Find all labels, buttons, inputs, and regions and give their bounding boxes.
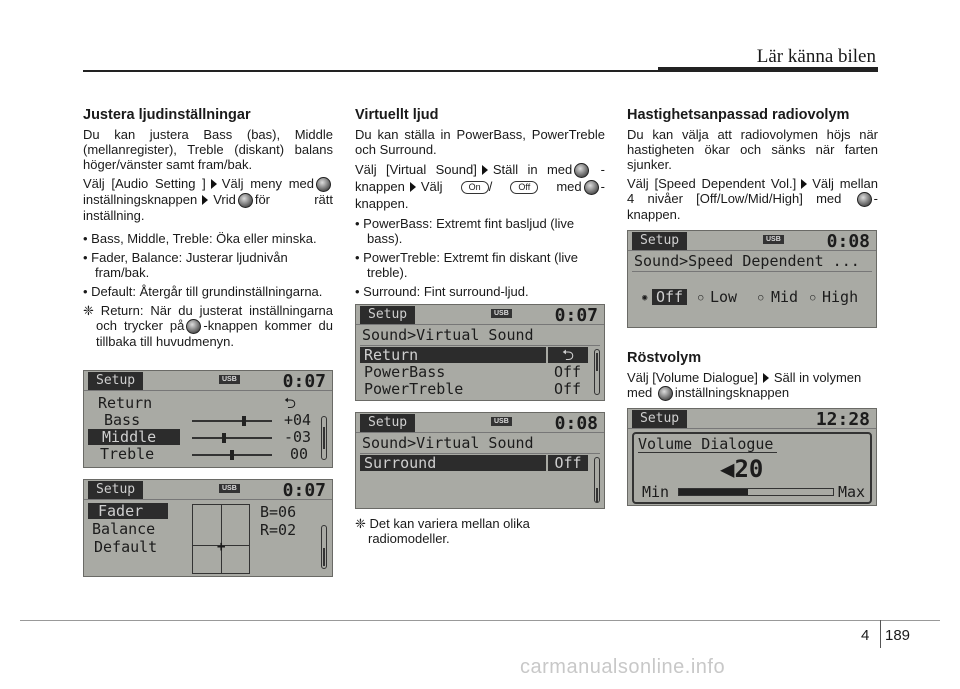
arrow-right-icon bbox=[211, 179, 217, 189]
middle-value: -03 bbox=[284, 428, 312, 446]
paragraph: Du kan ställa in PowerBass, PowerTreble och Surround. bbox=[355, 127, 605, 157]
balance-value: R=02 bbox=[260, 521, 297, 539]
return-icon: ⮌ bbox=[284, 394, 297, 412]
menu-item-fader: Fader bbox=[88, 503, 168, 519]
usb-badge: USB bbox=[219, 375, 240, 384]
volume-bar-fill bbox=[679, 489, 748, 495]
volume-bar bbox=[678, 488, 834, 496]
screen-title: Setup bbox=[360, 414, 415, 432]
menu-item-default: Default bbox=[94, 538, 158, 556]
treble-slider bbox=[192, 454, 272, 456]
treble-value: 00 bbox=[290, 445, 309, 463]
volume-dialog bbox=[632, 432, 872, 504]
bullet-list bbox=[355, 216, 605, 299]
screen-audio-setup bbox=[83, 370, 333, 468]
screen-volume-dialogue bbox=[627, 408, 877, 506]
arrow-right-icon bbox=[202, 195, 208, 205]
usb-badge: USB bbox=[491, 417, 512, 426]
list-item: • PowerTreble: Extremt fin diskant (live treble). bbox=[355, 250, 578, 280]
list-item: • Bass, Middle, Treble: Öka eller minska. bbox=[83, 231, 317, 246]
clock: 0:07 bbox=[554, 305, 598, 326]
heading-audio-settings: Justera ljudinställningar bbox=[83, 107, 251, 123]
knob-icon bbox=[316, 177, 331, 192]
menu-item-treble: Treble bbox=[100, 445, 155, 463]
option-mid: Mid bbox=[771, 288, 799, 306]
list-item: • PowerBass: Extremt fint basljud (live bass). bbox=[355, 216, 575, 246]
knob-icon bbox=[857, 192, 872, 207]
balance-grid bbox=[192, 504, 250, 574]
usb-badge: USB bbox=[219, 484, 240, 493]
column-speed-volume bbox=[627, 108, 878, 226]
screen-title: Setup bbox=[632, 410, 687, 428]
volume-max-label: Max bbox=[838, 483, 866, 501]
arrow-right-icon bbox=[801, 179, 807, 189]
clock: 0:08 bbox=[826, 231, 870, 252]
chapter-title: Lär känna bilen bbox=[756, 46, 876, 67]
arrow-right-icon bbox=[482, 165, 488, 175]
clock: 12:28 bbox=[815, 409, 870, 430]
clock: 0:07 bbox=[282, 480, 326, 501]
menu-item-powerbass: PowerBass bbox=[364, 363, 446, 381]
breadcrumb: Sound>Speed Dependent ... bbox=[634, 252, 860, 270]
screen-surround bbox=[355, 412, 605, 509]
menu-item-powertreble: PowerTreble bbox=[364, 380, 464, 398]
note: ❈ Det kan variera mellan olika radiomodeller. bbox=[355, 516, 530, 546]
note: ❈ Return: När du justerat inställningarna och trycker på -knappen kommer du tillbaka till huvudmenyn. bbox=[83, 303, 333, 349]
menu-item-return: Return bbox=[360, 347, 546, 363]
radio-selected-icon: ◉ bbox=[642, 293, 648, 303]
usb-badge: USB bbox=[763, 235, 784, 244]
option-off: Off bbox=[652, 289, 687, 305]
page-divider bbox=[880, 620, 881, 648]
knob-icon bbox=[238, 193, 253, 208]
heading-virtual-sound: Virtuellt ljud bbox=[355, 107, 439, 123]
menu-item-middle: Middle bbox=[88, 429, 180, 445]
radio-icon: ○ bbox=[698, 293, 704, 303]
screen-fader-balance bbox=[83, 479, 333, 577]
powerbass-value: Off bbox=[554, 363, 582, 381]
paragraph: Du kan justera Bass (bas), Middle (mellanregister), Treble (diskant) balans höger/vänster samt fram/bak. bbox=[83, 127, 333, 172]
bass-value: +04 bbox=[284, 411, 312, 429]
column-virtual-sound bbox=[355, 108, 605, 303]
position-marker-icon: + bbox=[217, 539, 226, 555]
page-number: 189 bbox=[885, 627, 911, 644]
heading-speed-dependent: Hastighetsanpassad radiovolym bbox=[627, 107, 850, 123]
screen-speed-dependent bbox=[627, 230, 877, 328]
footer-rule bbox=[20, 620, 940, 621]
list-item: • Fader, Balance: Justerar ljudnivån fram/bak. bbox=[83, 250, 288, 280]
screen-title: Setup bbox=[88, 481, 143, 499]
list-item: • Default: Återgår till grundinställningarna. bbox=[83, 284, 323, 299]
scrollbar bbox=[594, 457, 600, 503]
option-high: High bbox=[822, 288, 859, 306]
knob-icon bbox=[584, 180, 599, 195]
menu-item-return: Return bbox=[98, 394, 153, 412]
header-rule-thick bbox=[658, 67, 878, 72]
screen-title: Setup bbox=[360, 306, 415, 324]
instruction-paragraph: Välj [Volume Dialogue] Säll in volymen med inställningsknappen bbox=[627, 370, 862, 400]
screen-title: Setup bbox=[632, 232, 687, 250]
scrollbar bbox=[321, 525, 327, 569]
radio-icon: ○ bbox=[758, 293, 764, 303]
volume-min-label: Min bbox=[642, 483, 670, 501]
menu-item-bass: Bass bbox=[104, 411, 141, 429]
return-icon: ⮌ bbox=[548, 347, 588, 363]
menu-item-surround: Surround bbox=[360, 455, 546, 471]
breadcrumb: Sound>Virtual Sound bbox=[362, 326, 534, 344]
clock: 0:08 bbox=[554, 413, 598, 434]
middle-slider bbox=[192, 437, 272, 439]
powertreble-value: Off bbox=[554, 380, 582, 398]
fader-value: B=06 bbox=[260, 503, 297, 521]
option-low: Low bbox=[710, 288, 738, 306]
knob-icon bbox=[574, 163, 589, 178]
list-item: • Surround: Fint surround-ljud. bbox=[355, 284, 529, 299]
paragraph: Du kan välja att radiovolymen höjs när hastigheten ökar och sänks när farten sjunker. bbox=[627, 127, 878, 172]
breadcrumb: Sound>Virtual Sound bbox=[362, 434, 534, 452]
scrollbar bbox=[594, 349, 600, 395]
instruction-paragraph: Välj [Virtual Sound] Ställ in med -knappen Välj On / Off med -knappen. bbox=[355, 162, 605, 211]
knob-icon bbox=[186, 319, 201, 334]
radio-icon: ○ bbox=[810, 293, 816, 303]
column-audio-settings bbox=[83, 108, 333, 353]
dialog-title: Volume Dialogue bbox=[638, 436, 777, 453]
chapter-number: 4 bbox=[861, 627, 870, 644]
surround-value: Off bbox=[548, 455, 588, 471]
arrow-right-icon bbox=[763, 373, 769, 383]
volume-value: ◀20 bbox=[720, 455, 764, 483]
watermark: carmanualsonline.info bbox=[520, 656, 726, 678]
section-voice-volume bbox=[627, 351, 878, 405]
instruction-paragraph: Välj [Audio Setting ] Välj meny med inställningsknappen Vrid för rätt inställning. bbox=[83, 176, 333, 223]
heading-voice-volume: Röstvolym bbox=[627, 350, 702, 366]
bullet-list bbox=[83, 231, 333, 299]
knob-icon bbox=[658, 386, 673, 401]
scrollbar bbox=[321, 416, 327, 460]
off-badge: Off bbox=[510, 181, 538, 194]
on-badge: On bbox=[461, 181, 489, 194]
arrow-right-icon bbox=[410, 182, 416, 192]
usb-badge: USB bbox=[491, 309, 512, 318]
bass-slider bbox=[192, 420, 272, 422]
instruction-paragraph: Välj [Speed Dependent Vol.] Välj mellan 4 nivåer [Off/Low/Mid/High] med -knappen. bbox=[627, 176, 878, 222]
clock: 0:07 bbox=[282, 371, 326, 392]
menu-item-balance: Balance bbox=[92, 520, 156, 538]
screen-title: Setup bbox=[88, 372, 143, 390]
screen-virtual-sound bbox=[355, 304, 605, 401]
